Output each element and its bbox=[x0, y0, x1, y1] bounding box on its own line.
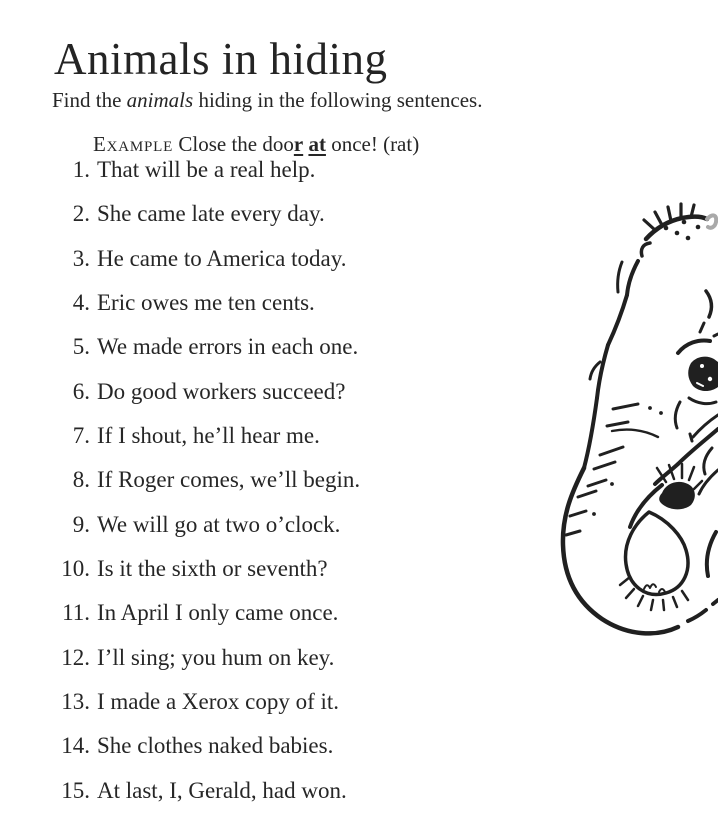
item-number: 5. bbox=[72, 334, 90, 360]
item-number: 15. bbox=[61, 777, 90, 803]
item-text: That will be a real help. bbox=[97, 157, 316, 182]
item-text: Do good workers succeed? bbox=[97, 378, 346, 404]
item-number: 11. bbox=[62, 600, 90, 626]
example-label: Example bbox=[93, 132, 174, 156]
list-item bbox=[52, 680, 360, 724]
item-text: He came to America today. bbox=[97, 245, 347, 271]
list-item bbox=[52, 547, 360, 591]
item-text: She came late every day. bbox=[97, 201, 325, 227]
instruction-emphasis: animals bbox=[126, 88, 194, 112]
page-title: Animals in hiding bbox=[54, 34, 388, 85]
item-text: In April I only came once. bbox=[97, 600, 339, 626]
item-text: Eric owes me ten cents. bbox=[97, 290, 315, 316]
item-text: Is it the sixth or seventh? bbox=[97, 556, 328, 582]
list-item bbox=[52, 503, 360, 547]
list-item bbox=[52, 591, 360, 635]
item-number: 13. bbox=[61, 689, 90, 715]
list-item bbox=[52, 370, 360, 414]
item-number: 4. bbox=[72, 290, 90, 316]
list-item bbox=[52, 636, 360, 680]
item-number: 8. bbox=[72, 467, 90, 493]
list-item bbox=[52, 237, 360, 281]
example-hidden-letter: r bbox=[293, 132, 304, 156]
item-text: At last, I, Gerald, had won. bbox=[97, 777, 347, 803]
example-hidden-word: at bbox=[308, 132, 326, 156]
item-number: 10. bbox=[61, 556, 90, 582]
item-number: 6. bbox=[72, 378, 90, 404]
item-number: 12. bbox=[61, 644, 90, 670]
item-number: 3. bbox=[72, 245, 90, 271]
item-text: We will go at two o’clock. bbox=[97, 511, 341, 537]
item-number: 9. bbox=[72, 511, 90, 537]
list-item bbox=[52, 724, 360, 768]
item-text: If I shout, he’ll hear me. bbox=[97, 423, 320, 449]
list-item bbox=[52, 769, 360, 813]
list-item bbox=[52, 148, 360, 192]
item-text: We made errors in each one. bbox=[97, 334, 359, 360]
item-number: 14. bbox=[61, 733, 90, 759]
item-text: I’ll sing; you hum on key. bbox=[97, 644, 335, 670]
item-text: If Roger comes, we’ll begin. bbox=[97, 467, 361, 493]
instruction-line bbox=[52, 87, 482, 114]
instruction-post: hiding in the following sentences. bbox=[193, 88, 483, 112]
list-item bbox=[52, 458, 360, 502]
elephant-illustration bbox=[540, 180, 718, 660]
example-post: once! (rat) bbox=[325, 132, 420, 156]
list-item bbox=[52, 192, 360, 236]
sentence-list bbox=[52, 148, 360, 813]
item-number: 1. bbox=[72, 157, 90, 182]
instruction-pre: Find the bbox=[52, 88, 127, 112]
list-item bbox=[52, 414, 360, 458]
item-number: 2. bbox=[72, 201, 90, 227]
item-text: I made a Xerox copy of it. bbox=[97, 689, 340, 715]
list-item bbox=[52, 281, 360, 325]
list-item bbox=[52, 325, 360, 369]
item-text: She clothes naked babies. bbox=[97, 733, 334, 759]
example-pre: Close the doo bbox=[173, 132, 294, 156]
item-number: 7. bbox=[72, 423, 90, 449]
